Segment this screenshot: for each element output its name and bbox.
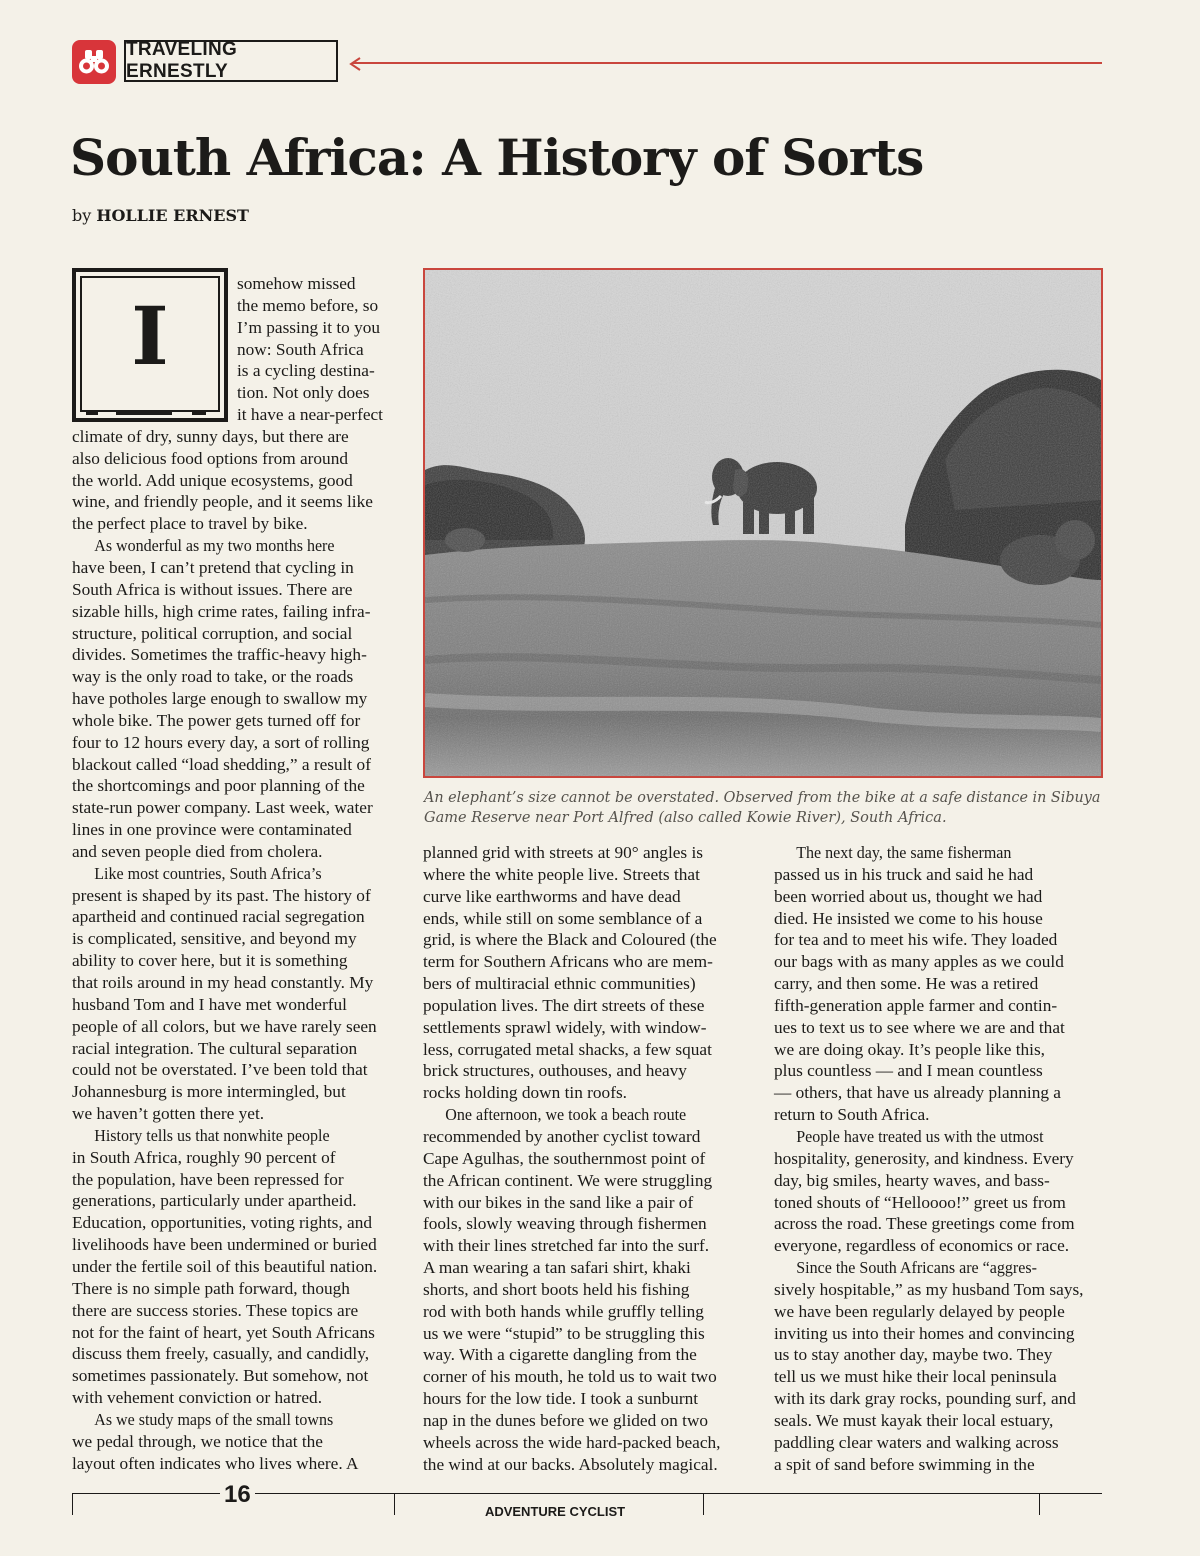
text-line: died. He insisted we come to his house	[774, 908, 1043, 928]
text-line: grid, is where the Black and Coloured (the	[423, 930, 717, 950]
text-line: One afternoon, we took a beach route	[445, 1105, 687, 1125]
text-line: A man wearing a tan safari shirt, khaki	[423, 1258, 691, 1278]
page-number: 16	[220, 1481, 255, 1509]
binoculars-icon	[72, 40, 116, 84]
text-line: wine, and friendly people, and it seems like	[72, 492, 373, 512]
text-line: for tea and to meet his wife. They loaded	[774, 930, 1058, 950]
drop-cap-letter: I	[131, 289, 169, 383]
text-line: state-run power company. Last week, water	[72, 798, 373, 818]
text-line: term for Southern Africans who are mem-	[423, 952, 713, 972]
text-line: also delicious food options from around	[72, 448, 348, 468]
text-line: and seven people died from cholera.	[72, 841, 323, 861]
text-line: way is the only road to take, or the roads	[72, 667, 354, 687]
text-line: Johannesburg is more intermingled, but	[72, 1082, 346, 1102]
byline	[72, 206, 249, 225]
article-column-1	[72, 273, 402, 1474]
byline-prefix: by	[72, 206, 92, 225]
text-line: nap in the dunes before we glided on two	[423, 1410, 709, 1430]
text-line: There is no simple path forward, though	[72, 1278, 350, 1298]
section-tag: TRAVELING ERNESTLY	[124, 40, 338, 82]
text-line: it have a near-perfect	[237, 405, 383, 425]
text-line: there are success stories. These topics are	[72, 1300, 359, 1320]
magazine-name: ADVENTURE CYCLIST	[484, 1504, 626, 1519]
text-line: people of all colors, but we have rarely seen	[72, 1016, 377, 1036]
text-line: People have treated us with the utmost	[796, 1126, 1044, 1146]
text-line: generations, particularly under apartheid.	[72, 1191, 357, 1211]
text-line: we are doing okay. It’s people like this,	[774, 1039, 1045, 1059]
article-column-2	[423, 842, 758, 1475]
text-line: fools, slowly weaving through fishermen	[423, 1214, 707, 1234]
text-line: not for the faint of heart, yet South Africans	[72, 1322, 375, 1342]
text-line: less, corrugated metal shacks, a few squat	[423, 1039, 712, 1059]
text-line: now: South Africa	[237, 339, 364, 359]
text-line: the population, have been repressed for	[72, 1169, 344, 1189]
paragraph	[774, 1257, 1104, 1475]
text-line: our bags with as many apples as we could	[774, 952, 1064, 972]
text-line: could not be overstated. I’ve been told that	[72, 1060, 368, 1080]
paragraph	[72, 535, 402, 863]
text-line: population lives. The dirt streets of these	[423, 995, 705, 1015]
text-line: the African continent. We were struggling	[423, 1170, 713, 1190]
text-line: the wind at our backs. Absolutely magical.	[423, 1454, 718, 1474]
text-line: structure, political corruption, and social	[72, 623, 353, 643]
paragraph	[774, 842, 1104, 1126]
text-line: sively hospitable,” as my husband Tom says,	[774, 1279, 1084, 1299]
text-line: inviting us into their homes and convincing	[774, 1323, 1075, 1343]
text-line: with their lines stretched far into the surf.	[423, 1236, 710, 1256]
text-line: Education, opportunities, voting rights, and	[72, 1213, 372, 1233]
text-line: brick structures, outhouses, and heavy	[423, 1061, 687, 1081]
text-line: discuss them freely, casually, and candidly,	[72, 1344, 370, 1364]
text-line: a spit of sand before swimming in the	[774, 1454, 1035, 1474]
text-line: toned shouts of “Helloooo!” greet us from	[774, 1192, 1066, 1212]
text-line: present is shaped by its past. The history of	[72, 885, 371, 905]
text-line: with its dark gray rocks, pounding surf, and	[774, 1389, 1076, 1409]
text-line: been worried about us, thought we had	[774, 886, 1043, 906]
text-line: Since the South Africans are “aggres-	[796, 1258, 1037, 1278]
text-line: day, big smiles, hearty waves, and bass-	[774, 1170, 1050, 1190]
text-line: the world. Add unique ecosystems, good	[72, 470, 353, 490]
text-line: As we study maps of the small towns	[94, 1409, 334, 1429]
text-line: with our bikes in the sand like a pair of	[423, 1192, 694, 1212]
text-line: us to stay another day, maybe two. They	[774, 1345, 1053, 1365]
text-line: passed us in his truck and said he had	[774, 864, 1034, 884]
text-line: rocks holding down tin roofs.	[423, 1083, 627, 1103]
text-line: curve like earthworms and have dead	[423, 886, 681, 906]
paragraph	[72, 863, 402, 1125]
text-line: ability to cover here, but it is something	[72, 951, 348, 971]
text-line: History tells us that nonwhite people	[94, 1125, 330, 1145]
text-line: planned grid with streets at 90° angles is	[423, 843, 703, 862]
text-line: paddling clear waters and walking across	[774, 1432, 1059, 1452]
text-line: The next day, the same fisherman	[796, 843, 1012, 862]
text-line: sometimes passionately. But somehow, not	[72, 1366, 369, 1386]
text-line: husband Tom and I have met wonderful	[72, 994, 347, 1014]
text-line: have been, I can’t pretend that cycling in	[72, 557, 354, 577]
text-line: rod with both hands while gruffly telling	[423, 1301, 704, 1321]
text-line: bers of multiracial ethnic communities)	[423, 974, 696, 994]
text-line: corner of his mouth, he told us to wait two	[423, 1367, 717, 1387]
paragraph	[423, 842, 758, 1104]
text-line: way. With a cigarette dangling from the	[423, 1345, 697, 1365]
article-column-3	[774, 842, 1104, 1475]
text-line: sizable hills, high crime rates, failing infra-	[72, 601, 371, 621]
text-line: racial integration. The cultural separation	[72, 1038, 358, 1058]
text-line: we haven’t gotten there yet.	[72, 1104, 265, 1124]
text-line: across the road. These greetings come from	[774, 1214, 1075, 1234]
text-line: layout often indicates who lives where. A	[72, 1453, 359, 1473]
text-line: everyone, regardless of economics or race.	[774, 1236, 1070, 1256]
text-line: Like most countries, South Africa’s	[94, 863, 322, 883]
text-line: seals. We must kayak their local estuary,	[774, 1410, 1054, 1430]
text-line: I’m passing it to you	[237, 317, 381, 337]
photo-caption	[424, 788, 1104, 827]
text-line: blackout called “load shedding,” a result of	[72, 754, 371, 774]
text-line: ends, while still on some semblance of a	[423, 908, 703, 928]
text-line: wheels across the wide hard-packed beach,	[423, 1432, 721, 1452]
text-line: the perfect place to travel by bike.	[72, 514, 308, 534]
text-line: in South Africa, roughly 90 percent of	[72, 1147, 336, 1167]
elephant-photo	[423, 268, 1103, 778]
text-line: climate of dry, sunny days, but there are	[72, 426, 349, 446]
text-line: ues to text us to see where we are and that	[774, 1017, 1065, 1037]
text-line: hours for the low tide. I took a sunburnt	[423, 1389, 699, 1409]
text-line: lines in one province were contaminated	[72, 820, 352, 840]
text-line: have potholes large enough to swallow my	[72, 689, 368, 709]
caption-line: An elephant’s size cannot be overstated. Observed from the bike at a safe distance in Sibuya	[424, 789, 1101, 806]
text-line: tion. Not only does	[237, 383, 370, 403]
text-line: hospitality, generosity, and kindness. Every	[774, 1148, 1074, 1168]
text-line: tell us we must hike their local peninsula	[774, 1367, 1057, 1387]
text-line: shorts, and short boots held his fishing	[423, 1279, 690, 1299]
paragraph	[72, 1409, 402, 1475]
caption-line: Game Reserve near Port Alfred (also called Kowie River), South Africa.	[424, 808, 947, 826]
text-line: is complicated, sensitive, and beyond my	[72, 929, 357, 949]
article-title: South Africa: A History of Sorts	[70, 128, 924, 187]
author-name: HOLLIE ERNEST	[96, 206, 249, 225]
arrow-left-icon	[348, 56, 362, 70]
text-line: whole bike. The power gets turned off for	[72, 710, 361, 730]
text-line: us we were “stupid” to be struggling this	[423, 1323, 705, 1343]
text-line: under the fertile soil of this beautiful nation.	[72, 1256, 378, 1276]
text-line: As wonderful as my two months here	[94, 536, 335, 556]
text-line: we pedal through, we notice that the	[72, 1431, 323, 1451]
text-line: the memo before, so	[237, 295, 379, 315]
text-line: that roils around in my head constantly. My	[72, 973, 374, 992]
text-line: — others, that have us already planning a	[774, 1083, 1061, 1103]
text-line: plus countless — and I mean countless	[774, 1061, 1043, 1081]
paragraph	[423, 1104, 758, 1475]
text-line: divides. Sometimes the traffic-heavy high-	[72, 645, 367, 665]
text-line: livelihoods have been undermined or buried	[72, 1235, 377, 1255]
text-line: recommended by another cyclist toward	[423, 1126, 701, 1146]
text-line: South Africa is without issues. There are	[72, 579, 353, 599]
text-line: apartheid and continued racial segregation	[72, 907, 365, 927]
text-line: where the white people live. Streets that	[423, 864, 700, 884]
text-line: we have been regularly delayed by people	[774, 1301, 1065, 1321]
text-line: the shortcomings and poor planning of the	[72, 776, 365, 796]
text-line: with vehement conviction or hatred.	[72, 1388, 323, 1408]
text-line: four to 12 hours every day, a sort of rolling	[72, 732, 370, 752]
header-rule	[352, 62, 1102, 64]
text-line: is a cycling destina-	[237, 361, 375, 381]
paragraph	[72, 273, 402, 535]
text-line: settlements sprawl widely, with window-	[423, 1017, 707, 1037]
text-line: return to South Africa.	[774, 1105, 930, 1125]
text-line: carry, and then some. He was a retired	[774, 974, 1039, 994]
text-line: fifth-generation apple farmer and contin-	[774, 995, 1058, 1015]
paragraph	[72, 1125, 402, 1409]
paragraph	[774, 1126, 1104, 1257]
text-line: somehow missed	[237, 274, 356, 293]
text-line: Cape Agulhas, the southernmost point of	[423, 1148, 706, 1168]
